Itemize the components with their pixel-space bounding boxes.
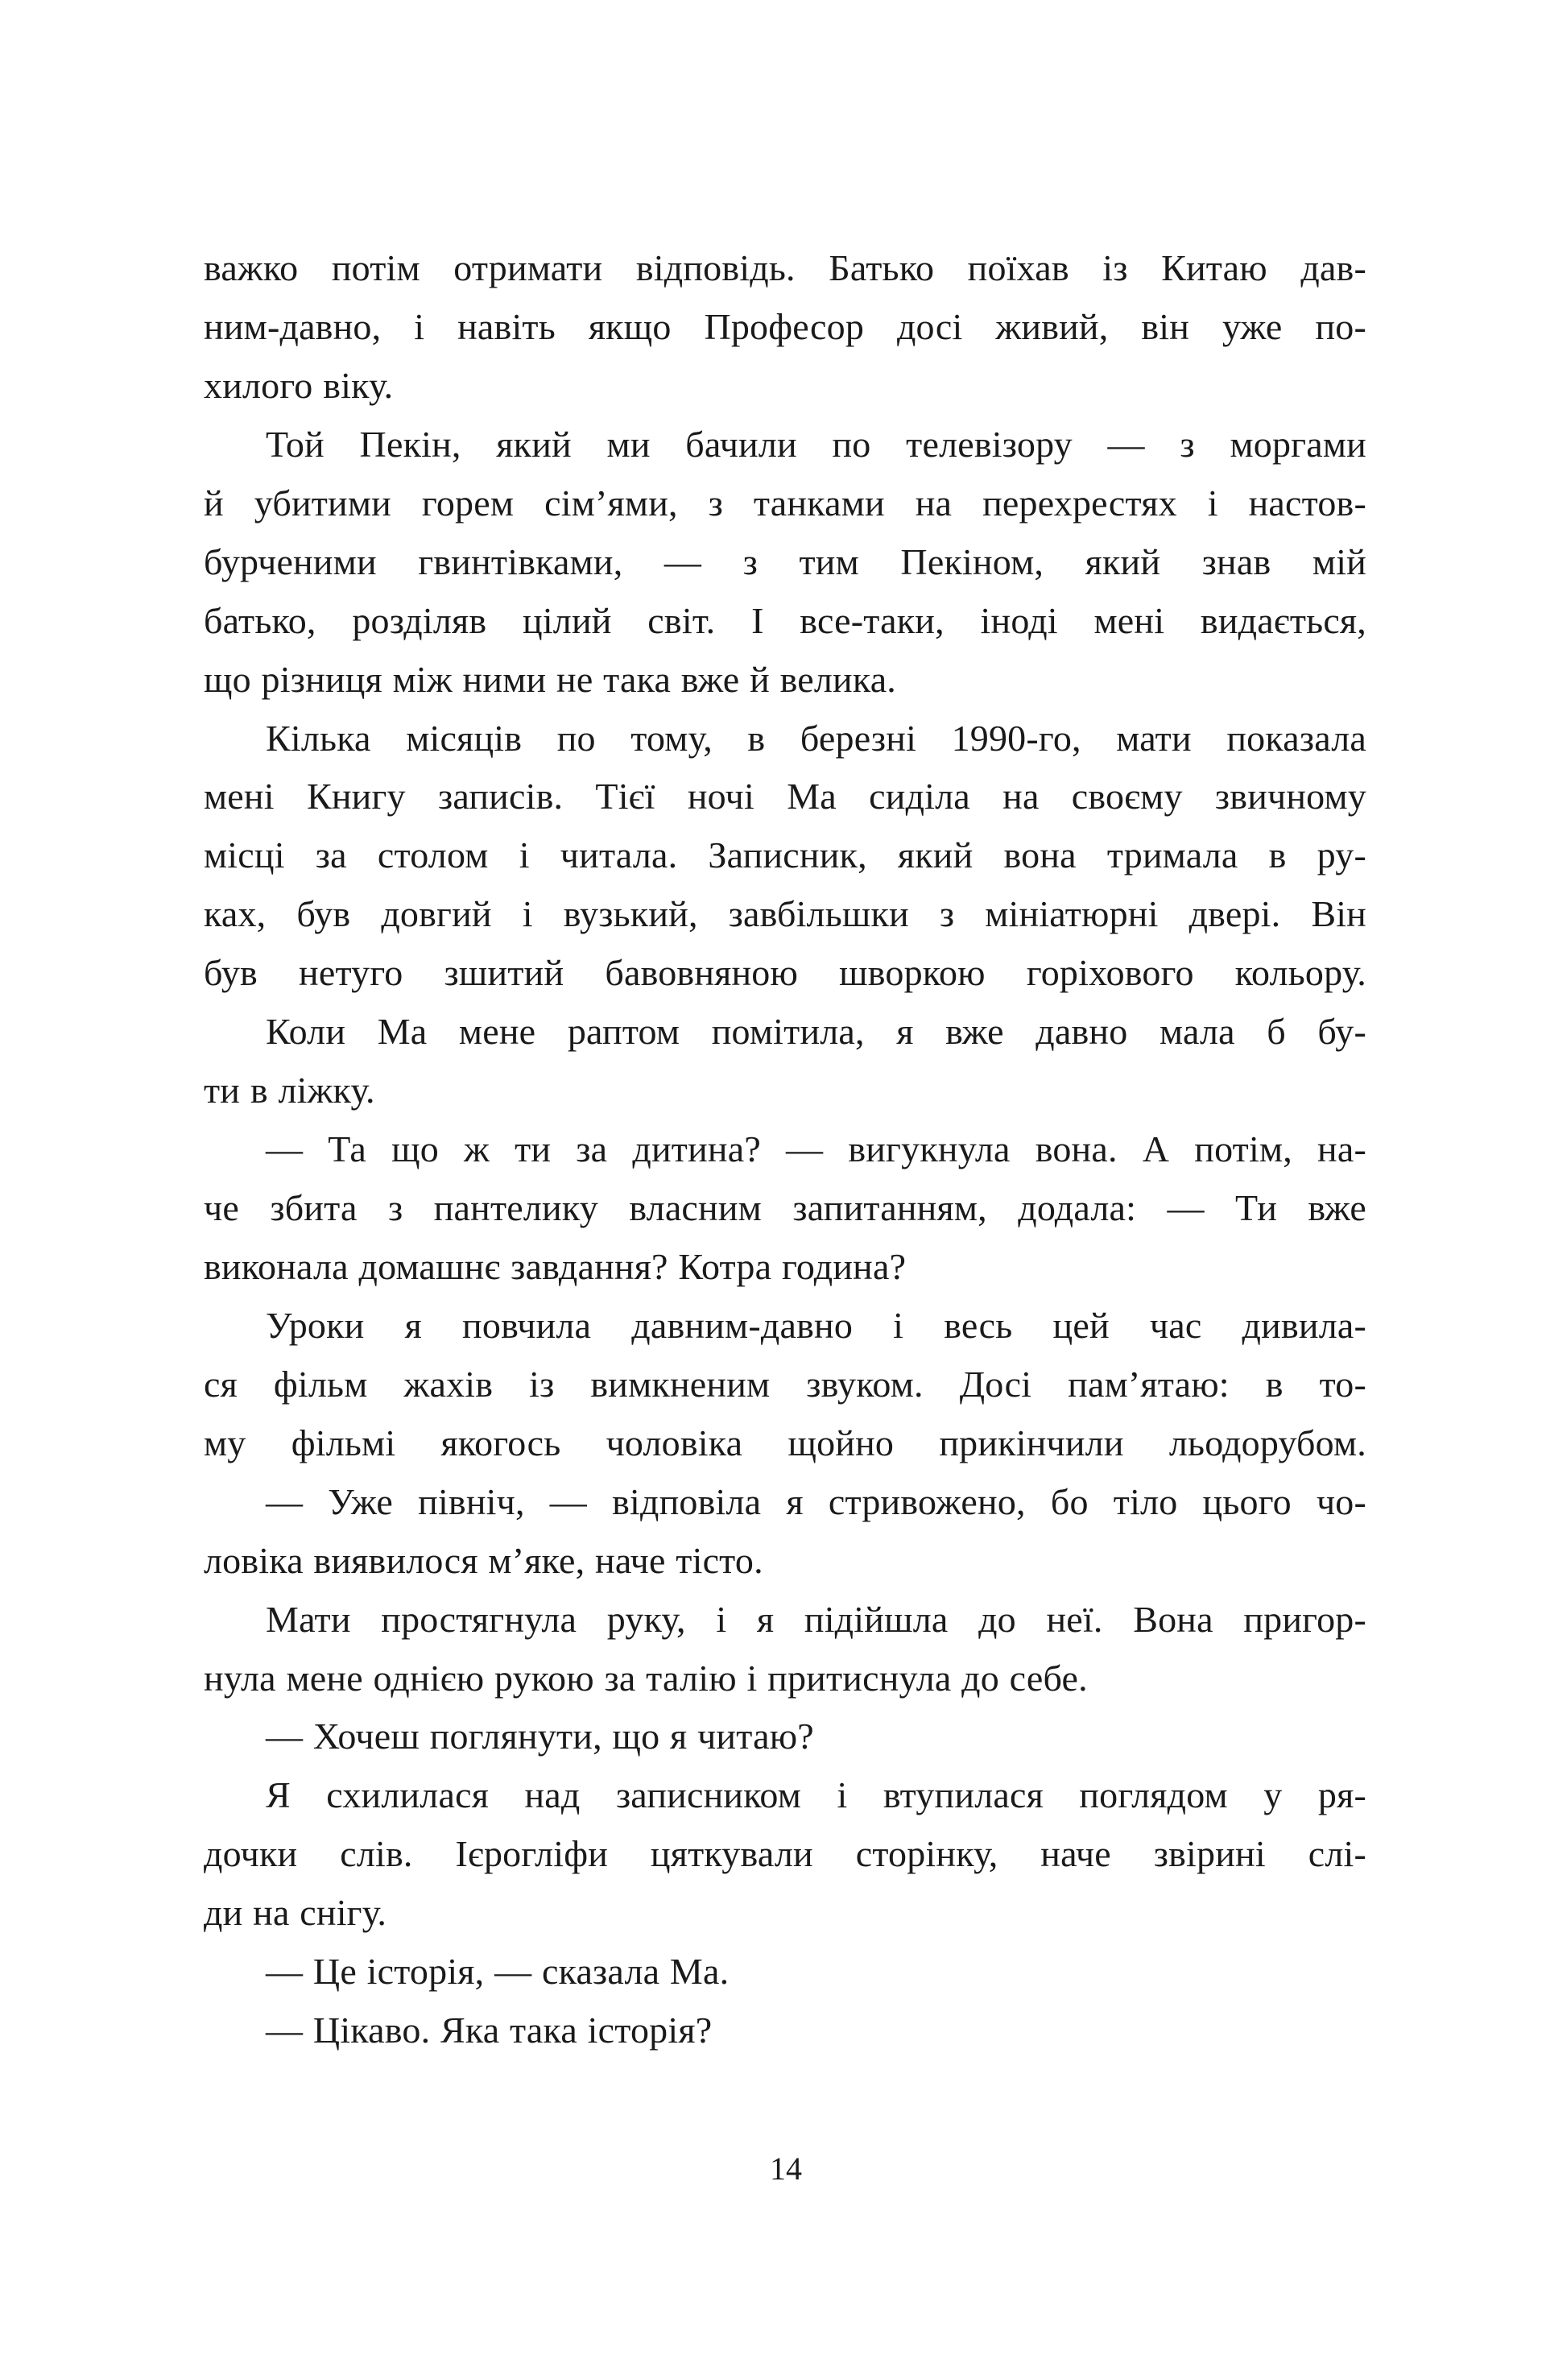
text-line: важко потім отримати відповідь. Батько поїхав із Китаю дав- [204,247,1366,288]
text-line: ди на снігу. [204,1892,387,1934]
text-line: дочки слів. Ієрогліфи цяткували сторінку, наче звірині слі- [204,1833,1366,1875]
text-line: му фільмі якогось чоловіка щойно прикінчили льодорубом. [204,1422,1366,1463]
dialogue-line: — Та що ж ти за дитина? — вигукнула вона. А потім, на- [266,1128,1366,1170]
text-line: виконала домашнє завдання? Котра година? [204,1245,907,1287]
page-number: 14 [770,2150,802,2187]
text-line: й убитими горем сім’ями, з танками на перехрестях і настов- [204,482,1366,524]
paragraph-first-line: Коли Ма мене раптом помітила, я вже давно мала б бу- [266,1011,1366,1053]
paragraph-first-line: Мати простягнула руку, і я підійшла до неї. Вона пригор- [266,1598,1366,1640]
dialogue-line: — Це історія, — сказала Ма. [266,1951,730,1993]
text-line: ти в ліжку. [204,1070,375,1111]
text-line: ним-давно, і навіть якщо Професор досі живий, він уже по- [204,305,1366,347]
text-line: хилого віку. [204,364,394,406]
dialogue-line: — Уже північ, — відповіла я стривожено, бо тіло цього чо- [266,1480,1366,1522]
paragraph-first-line: Кілька місяців по тому, в березні 1990-го, мати показала [266,717,1366,759]
body-text [204,239,1366,2060]
paragraph-first-line: Уроки я повчила давним-давно і весь цей час дивила- [266,1304,1366,1346]
text-line: ках, був довгий і вузький, завбільшки з мініатюрні двері. Він [204,893,1366,935]
text-line: був нетуго зшитий бавовняною шворкою горіхового кольору. [204,952,1366,994]
text-line: що різниця між ними не така вже й велика. [204,658,897,700]
text-line: ловіка виявилося м’яке, наче тісто. [204,1539,763,1581]
dialogue-line: — Цікаво. Яка така історія? [266,2010,713,2051]
dialogue-line: — Хочеш поглянути, що я читаю? [266,1716,814,1757]
text-line: мені Книгу записів. Тієї ночі Ма сиділа на своєму звичному [204,776,1366,817]
paragraph-first-line: Той Пекін, який ми бачили по телевізору — з моргами [266,423,1366,465]
text-line: нула мене однією рукою за талію і притиснула до себе. [204,1657,1088,1699]
paragraph-first-line: Я схилилася над записником і втупилася поглядом у ря- [266,1774,1366,1816]
text-line: бурченими гвинтівками, — з тим Пекіном, який знав мій [204,540,1366,582]
text-line: ся фільм жахів із вимкненим звуком. Досі пам’ятаю: в то- [204,1363,1366,1405]
text-line: че збита з пантелику власним запитанням, додала: — Ти вже [204,1187,1366,1228]
text-line: місці за столом і читала. Записник, який вона тримала в ру- [204,834,1366,876]
text-line: батько, розділяв цілий світ. І все-таки, іноді мені видається, [204,599,1366,641]
